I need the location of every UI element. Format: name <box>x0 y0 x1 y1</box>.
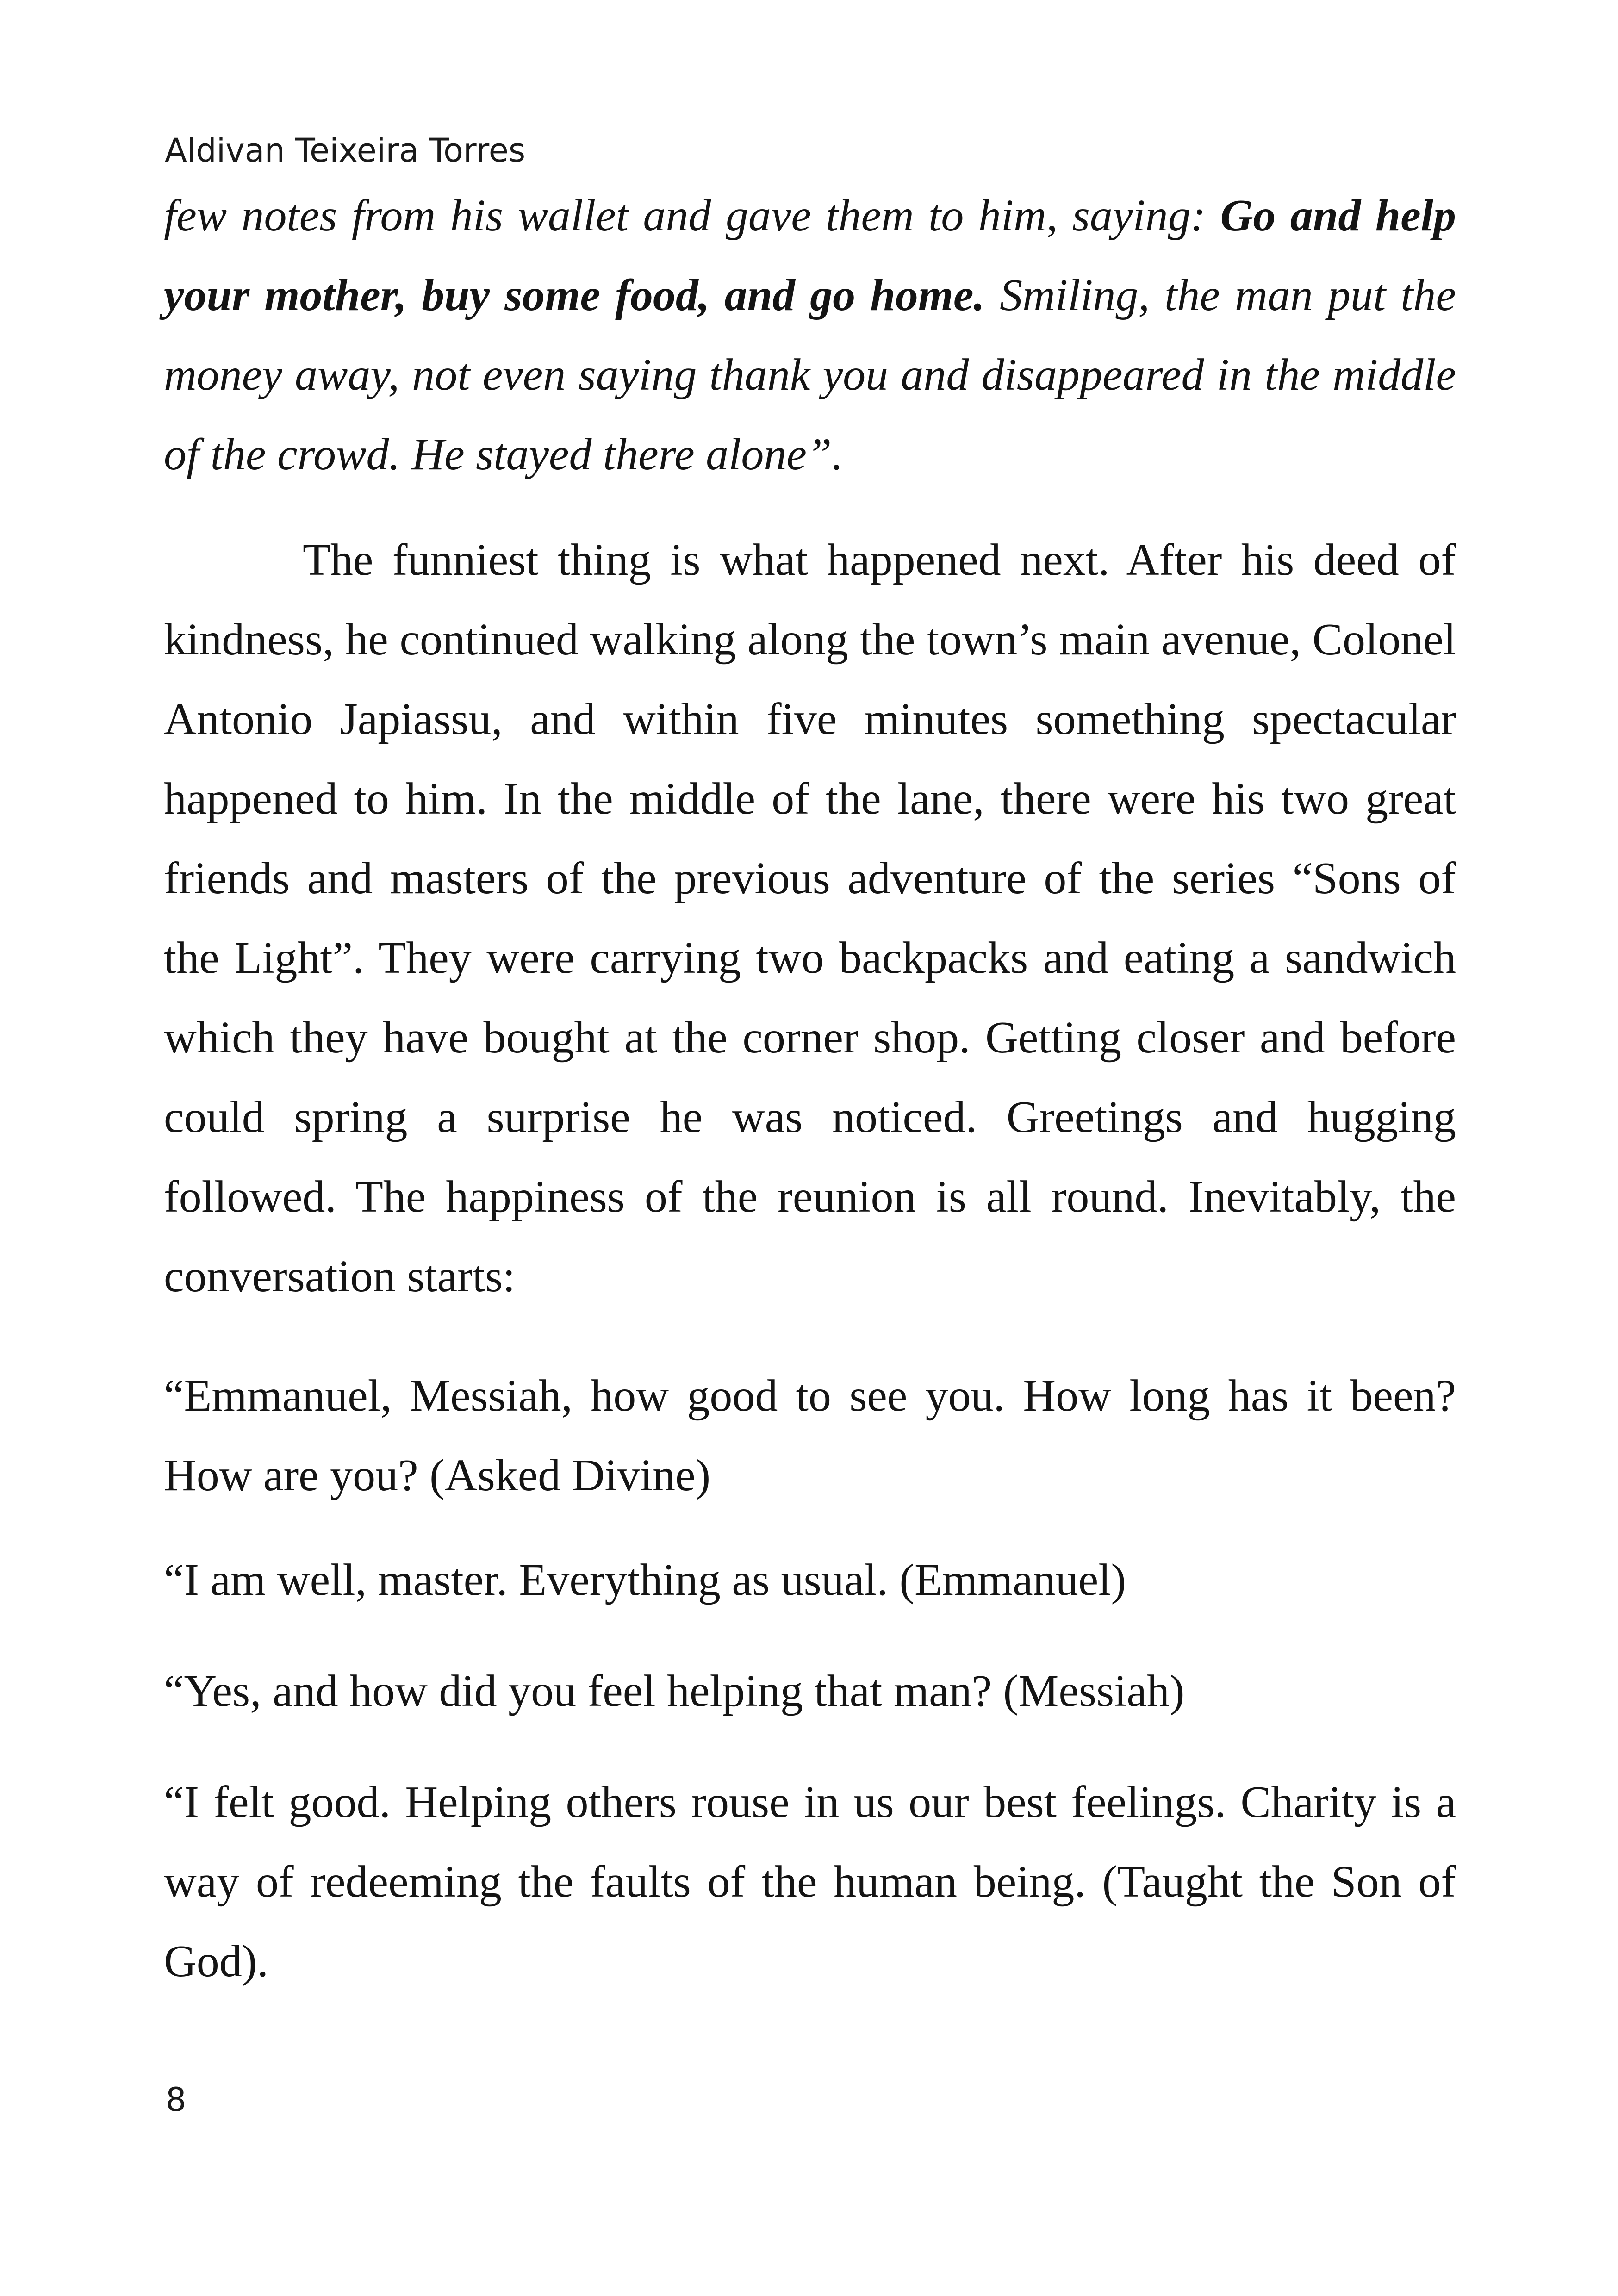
running-header-author: Aldivan Teixeira Torres <box>165 131 526 169</box>
page-number: 8 <box>166 2081 187 2119</box>
paragraph-continuation <box>164 176 1456 494</box>
dialogue-line-3: “Yes, and how did you feel helping that man? (Messiah) <box>164 1666 1185 1716</box>
paragraph-continuation-quote: Go and help your mother, buy some food, and go home. <box>164 191 1456 320</box>
dialogue-line-1: “Emmanuel, Messiah, how good to see you. How long has it been? How are you? (Asked Divine) <box>164 1371 1456 1500</box>
paragraph-main: The funniest thing is what happened next. After his deed of kindness, he continued walking along the town’s main avenue, Colonel Antonio Japiassu, and within five minutes something spectacular happened to him. In the middle of the lane, there were his two great friends and masters of the previous adventure of the series “Sons of the Light”. They were carrying two backpacks and eating a sandwich which they have bought at the corner shop. Getting closer and before could spring a surprise he was noticed. Greetings and hugging followed. The happiness of the reunion is all round. Inevitably, the conversation starts: <box>164 535 1456 1301</box>
paragraph-continuation-text-2: Smiling, the man put the money away, not even saying thank you and disappeared in the middle of the crowd. He stayed there alone”. <box>164 270 1456 479</box>
paragraph-continuation-text-1: few notes from his wallet and gave them to him, saying: <box>164 191 1220 241</box>
dialogue-line-4: “I felt good. Helping others rouse in us our best feelings. Charity is a way of redeeming the faults of the human being. (Taught the Son of God). <box>164 1777 1456 1986</box>
dialogue-line-2: “I am well, master. Everything as usual. (Emmanuel) <box>164 1555 1126 1605</box>
